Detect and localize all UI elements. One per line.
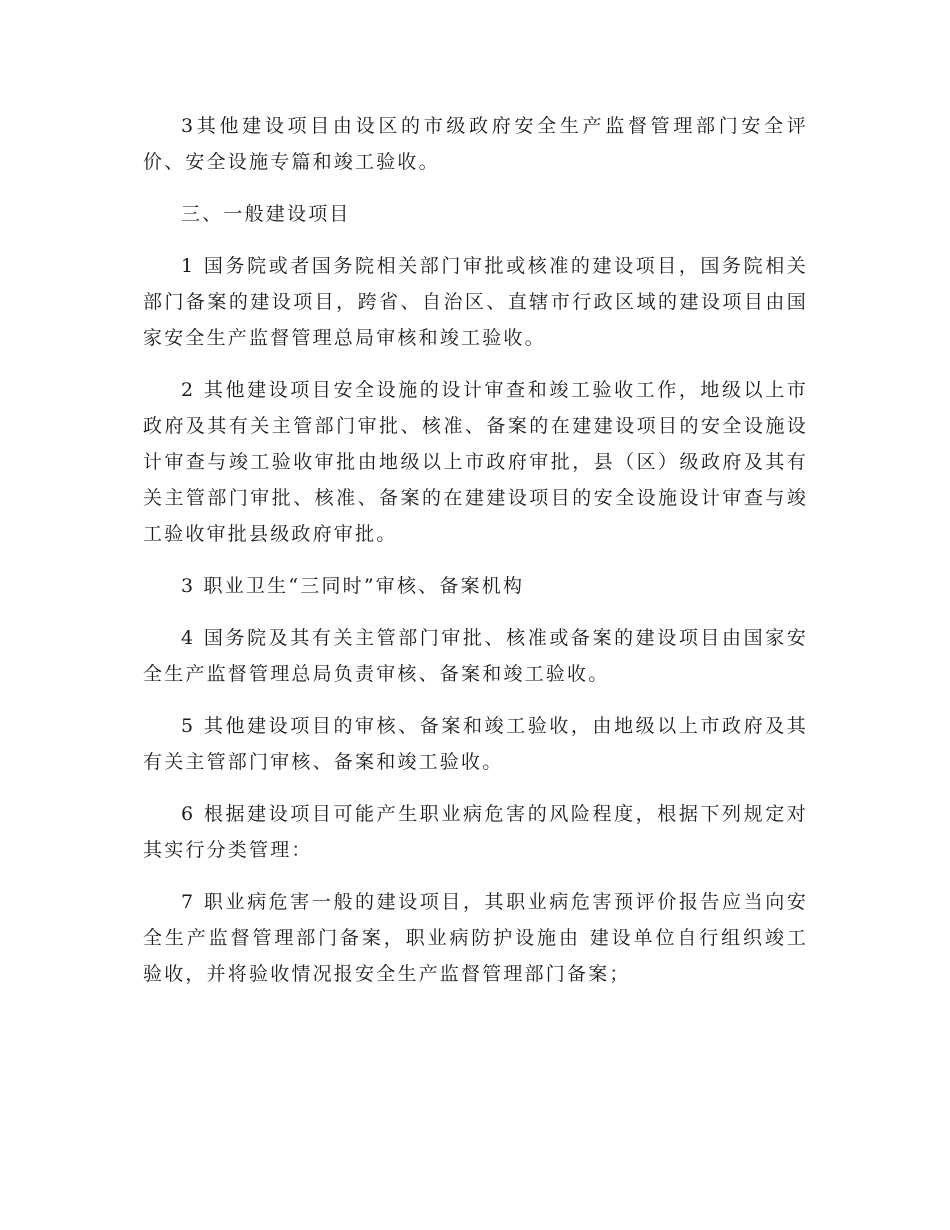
- paragraph-occupational-health-agency: 3 职业卫生“三同时”审核、备案机构: [181, 575, 525, 597]
- paragraph-state-council-projects: 1 国务院或者国务院相关部门审批或核准的建设项目，国务院相关部门备案的建设项目，跨省、自治区、直辖市行政区域的建设项目由国家安全生产监督管理总局审核和竣工验收。: [143, 255, 808, 349]
- paragraph-other-projects-evaluation: 3其他建设项目由设区的市级政府安全生产监督管理部门安全评价、安全设施专篇和竣工验收。: [143, 115, 808, 173]
- paragraph-state-council-approval: 4 国务院及其有关主管部门审批、核准或备案的建设项目由国家安全生产监督管理总局负责审核、备案和竣工验收。: [143, 627, 808, 685]
- document-body: [143, 108, 808, 1008]
- paragraph-risk-classification: 6 根据建设项目可能产生职业病危害的风险程度，根据下列规定对其实行分类管理：: [143, 803, 808, 861]
- paragraph-general-hazard-projects: 7 职业病危害一般的建设项目，其职业病危害预评价报告应当向安全生产监督管理部门备案，职业病防护设施由 建设单位自行组织竣工验收，并将验收情况报安全生产监督管理部门备案；: [143, 891, 808, 985]
- paragraph-safety-facility-design-review: 2 其他建设项目安全设施的设计审查和竣工验收工作，地级以上市政府及其有关主管部门审批、核准、备案的在建建设项目的安全设施设计审查与竣工验收审批由地级以上市政府审批，县（区）级政府及其有关主管部门审批、核准、备案的在建建设项目的安全设施设计审查与竣工验收审批县级政府审批。: [143, 379, 808, 545]
- section-heading-general-projects: 三、一般建设项目: [181, 203, 351, 225]
- paragraph-other-projects-review: 5 其他建设项目的审核、备案和竣工验收，由地级以上市政府及其有关主管部门审核、备案和竣工验收。: [143, 715, 808, 773]
